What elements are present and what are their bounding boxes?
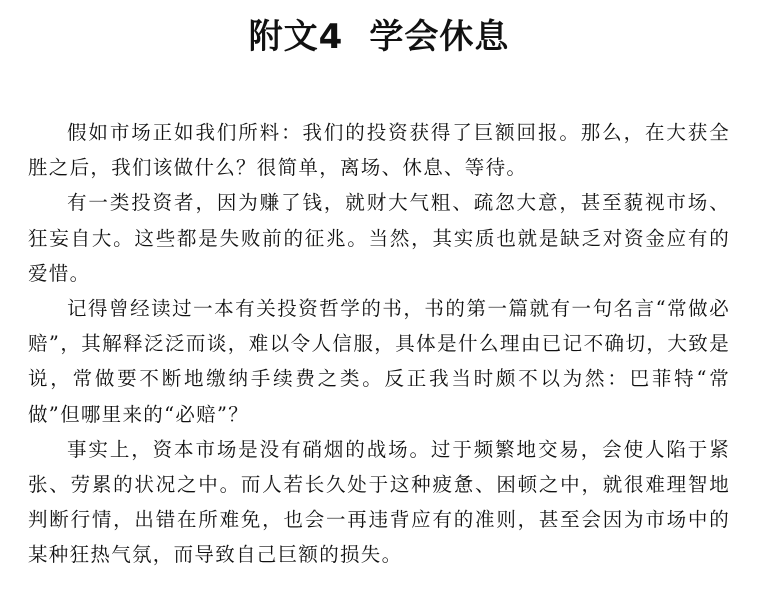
paragraph-1: 假如市场正如我们所料：我们的投资获得了巨额回报。那么，在大获全胜之后，我们该做什么？很简单，离场、休息、等待。 bbox=[28, 121, 730, 180]
appendix-label: 附文4 bbox=[248, 17, 344, 57]
paragraph-3: 记得曾经读过一本有关投资哲学的书，书的第一篇就有一句名言“常做必赔”，其解释泛泛而谈，难以令人信服，具体是什么理由已记不确切，大致是说，常做要不断地缴纳手续费之类。反正我当时颇不以为然：巴菲特“常做”但哪里来的“必赔”？ bbox=[28, 297, 730, 426]
paragraph-2: 有一类投资者，因为赚了钱，就财大气粗、疏忽大意，甚至藐视市场、狂妄自大。这些都是失败前的征兆。当然，其实质也就是缺乏对资金应有的爱惜。 bbox=[28, 191, 730, 285]
title-text: 学会休息 bbox=[369, 17, 510, 57]
page-title bbox=[0, 14, 758, 60]
paragraph-4: 事实上，资本市场是没有硝烟的战场。过于频繁地交易，会使人陷于紧张、劳累的状况之中。而人若长久处于这种疲惫、困顿之中，就很难理智地判断行情，出错在所难免，也会一再违背应有的准则，甚至会因为市场中的某种狂热气氛，而导致自己巨额的损失。 bbox=[28, 437, 730, 567]
article-body bbox=[28, 115, 730, 573]
